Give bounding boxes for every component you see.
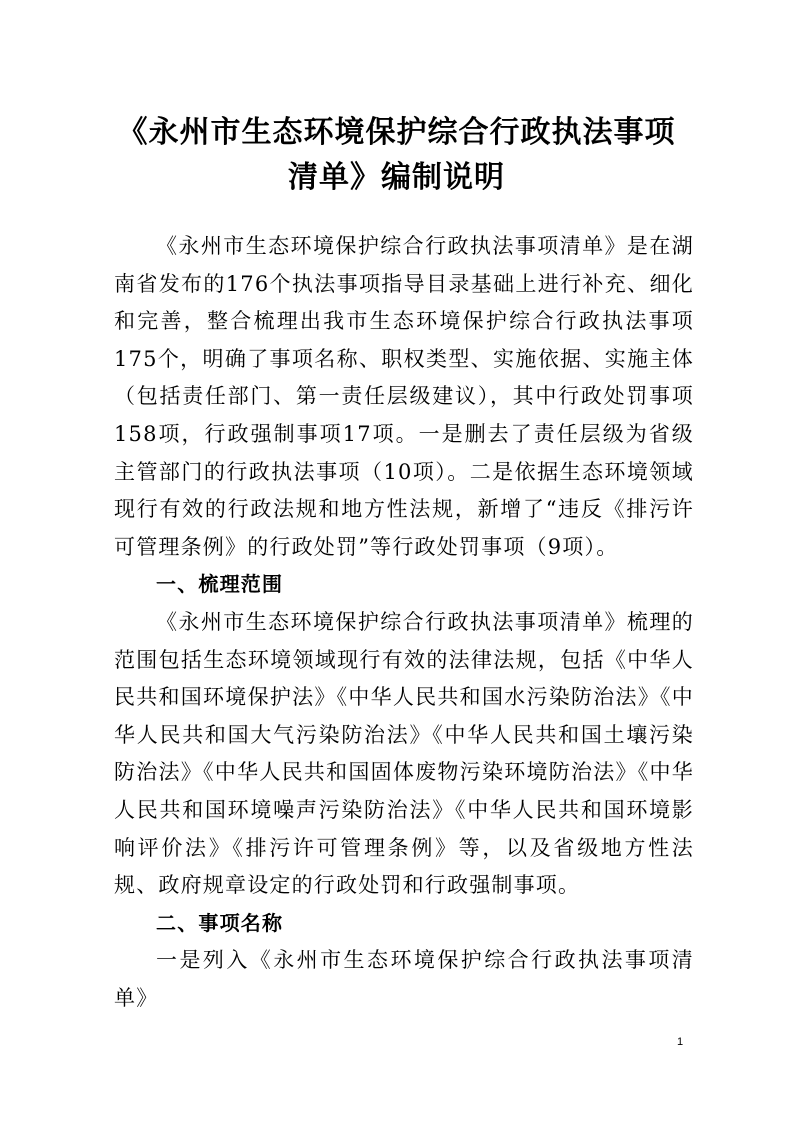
document-title-line-2: 清单》编制说明 bbox=[288, 160, 505, 195]
page-number: 1 bbox=[676, 1036, 684, 1048]
section-2-paragraph: 一是列入《永州市生态环境保护综合行政执法事项清单》 bbox=[114, 948, 694, 1010]
document-title-line-1: 《永州市生态环境保护综合行政执法事项 bbox=[117, 115, 676, 150]
intro-paragraph: 《永州市生态环境保护综合行政执法事项清单》是在湖南省发布的176个执法事项指导目录基础上进行补充、细化和完善，整合梳理出我市生态环境保护综合行政执法事项175个，明确了事项名称、职权类型、实施依据、实施主体（包括责任部门、第一责任层级建议），其中行政处罚事项158项，行政强制事项17项。一是删去了责任层级为省级主管部门的行政执法事项（10项）。二是依据生态环境领域现行有效的行政法规和地方性法规，新增了“违反《排污许可管理条例》的行政处罚”等行政处罚事项（9项）。 bbox=[114, 234, 694, 559]
section-1-heading: 一、梳理范围 bbox=[156, 572, 284, 597]
document-body bbox=[114, 228, 694, 1017]
section-2-heading: 二、事项名称 bbox=[156, 910, 284, 935]
section-1-paragraph: 《永州市生态环境保护综合行政执法事项清单》梳理的范围包括生态环境领域现行有效的法律法规，包括《中华人民共和国环境保护法》《中华人民共和国水污染防治法》《中华人民共和国大气污染防治法》《中华人民共和国土壤污染防治法》《中华人民共和国固体废物污染环境防治法》《中华人民共和国环境噪声污染防治法》《中华人民共和国环境影响评价法》《排污许可管理条例》等，以及省级地方性法规、政府规章设定的行政处罚和行政强制事项。 bbox=[114, 609, 694, 898]
